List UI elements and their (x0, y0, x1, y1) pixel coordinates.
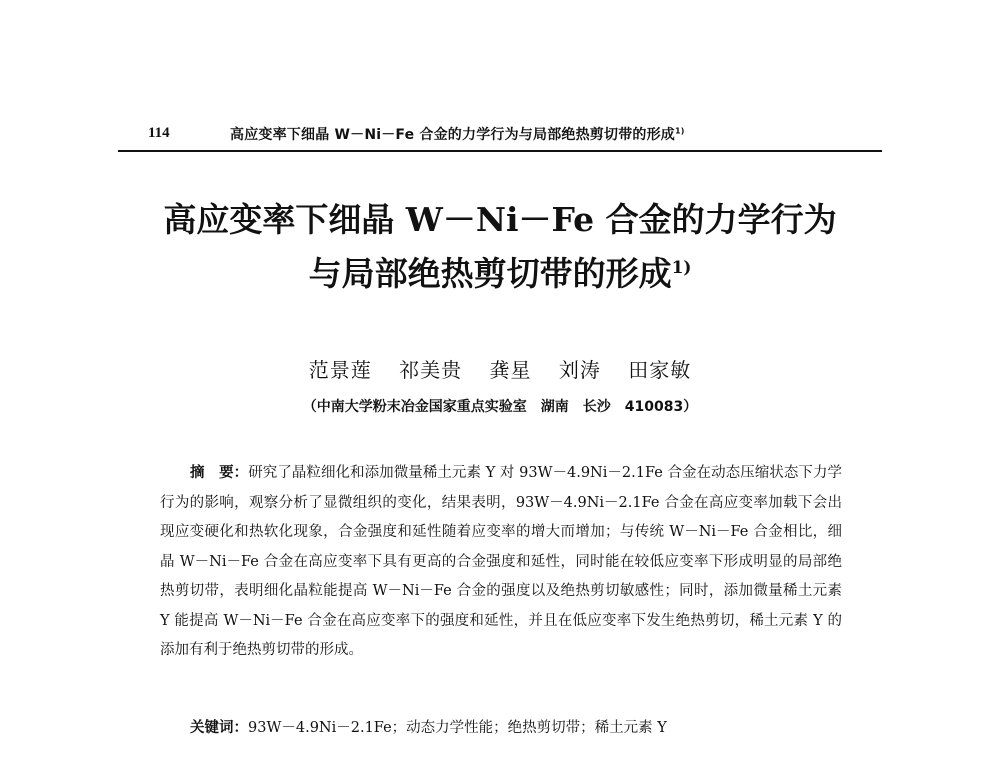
author: 田家敏 (628, 358, 692, 382)
keywords (190, 716, 850, 737)
keywords-text: 93W－4.9Ni－2.1Fe；动态力学性能；绝热剪切带；稀土元素 Y (248, 720, 667, 736)
abstract-label: 摘 要： (190, 465, 249, 481)
running-title (230, 124, 685, 144)
author-list (100, 354, 900, 383)
page-number: 114 (148, 125, 170, 141)
title-footnote-mark: 1) (671, 258, 692, 278)
abstract (160, 459, 842, 666)
abstract-text: 研究了晶粒细化和添加微量稀土元素 Y 对 93W－4.9Ni－2.1Fe 合金在动态压缩状态下力学行为的影响，观察分析了显微组织的变化，结果表明，93W－4.9Ni－2.1Fe 合金在高应变率加载下会出现应变硬化和热软化现象，合金强度和延性随着应变率的增大而增加；与传统 W－Ni－Fe 合金相比，细晶 W－Ni－Fe 合金在高应变率下具有更高的合金强度和延性，同时能在较低应变率下形成明显的局部绝热剪切带，表明细化晶粒能提高 W－Ni－Fe 合金的强度以及绝热剪切敏感性；同时，添加微量稀土元素 Y 能提高 W－Ni－Fe 合金在高应变率下的强度和延性，并且在低应变率下发生绝热剪切，稀土元素 Y 的添加有利于绝热剪切带的形成。 (160, 465, 843, 658)
title-line-2-text: 与局部绝热剪切带的形成 (308, 254, 672, 293)
author: 龚星 (489, 358, 532, 382)
article-title (100, 196, 900, 298)
affiliation: （中南大学粉末冶金国家重点实验室 湖南 长沙 410083） (302, 399, 698, 415)
title-line-2 (100, 244, 900, 298)
author: 祁美贵 (399, 358, 463, 382)
author: 刘涛 (558, 358, 601, 382)
title-line-1: 高应变率下细晶 W－Ni－Fe 合金的力学行为 (163, 200, 837, 239)
keywords-label: 关键词： (190, 720, 248, 736)
author: 范景莲 (308, 358, 372, 382)
running-title-text: 高应变率下细晶 W－Ni－Fe 合金的力学行为与局部绝热剪切带的形成 (230, 127, 675, 143)
running-header (118, 118, 882, 152)
running-title-footnote-mark: 1) (675, 126, 685, 136)
